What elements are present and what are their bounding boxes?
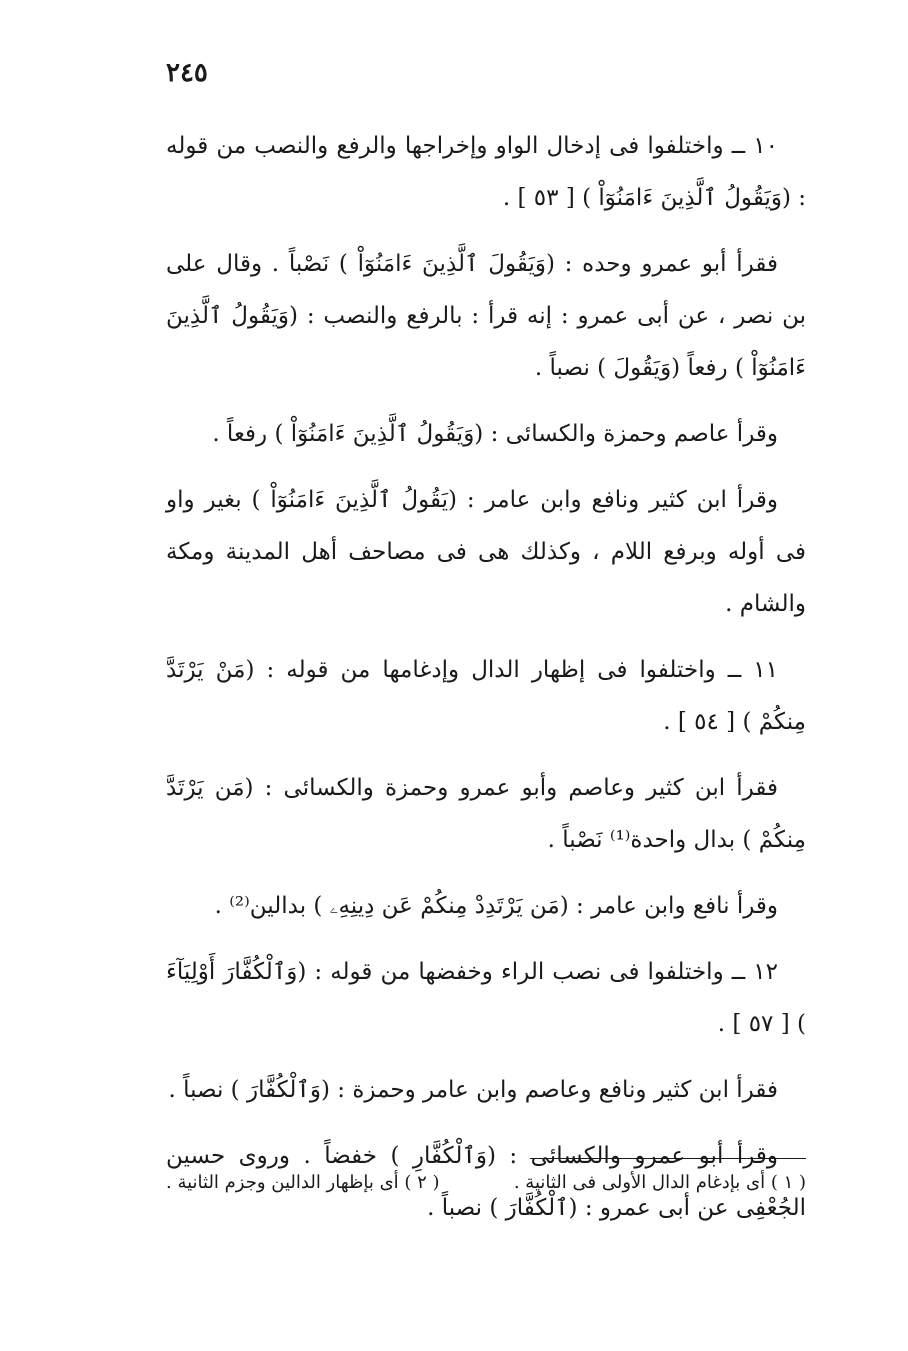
paragraph: وقرأ نافع وابن عامر : (مَن يَرْتَدِدْ مِنكُمْ عَن دِينِهِۦ ) بدالين⁽²⁾ . [214, 893, 778, 919]
page-number: ٢٤٥ [166, 58, 208, 88]
footnote-2: ( ٢ ) أى بإظهار الدالين وجزم الثانية . [166, 1172, 440, 1193]
paragraph: فقرأ أبو عمرو وحده : (وَيَقُولَ ٱلَّذِينَ ءَامَنُوٓاْ ) نَصْباً . وقال على بن نصر ، عن أبى عمرو : إنه قرأ : بالرفع والنصب : (وَيَقُولُ ٱلَّذِينَ ءَامَنُوٓاْ ) رفعاً (وَيَقُولَ ) نصباً . [166, 251, 806, 381]
footnote-1: ( ١ ) أى بإدغام الدال الأولى فى الثانية . [513, 1172, 806, 1193]
paragraph: ١٢ ــ واختلفوا فى نصب الراء وخفضها من قوله : (وَٱلْكُفَّارَ أَوْلِيَآءَ ) [ ٥٧ ] . [166, 959, 806, 1037]
paragraph: وقرأ ابن كثير ونافع وابن عامر : (يَقُولُ ٱلَّذِينَ ءَامَنُوٓاْ ) بغير واو فى أوله وبرفع اللام ، وكذلك هى فى مصاحف أهل المدينة ومكة والشام . [166, 487, 806, 617]
paragraph: ١٠ ــ واختلفوا فى إدخال الواو وإخراجها والرفع والنصب من قوله : (وَيَقُولُ ٱلَّذِينَ ءَامَنُوٓاْ ) [ ٥٣ ] . [166, 133, 806, 211]
paragraph: وقرأ عاصم وحمزة والكسائى : (وَيَقُولُ ٱلَّذِينَ ءَامَنُوٓاْ ) رفعاً . [212, 421, 778, 447]
paragraph: ١١ ــ واختلفوا فى إظهار الدال وإدغامها من قوله : (مَنْ يَرْتَدَّ مِنكُمْ ) [ ٥٤ ] . [166, 657, 806, 735]
paragraph: فقرأ ابن كثير ونافع وعاصم وابن عامر وحمزة : (وَٱلْكُفَّارَ ) نصباً . [168, 1077, 778, 1103]
footnote-divider [530, 1158, 806, 1159]
main-text [166, 120, 806, 1248]
paragraph: وقرأ أبو عمرو والكسائى : (وَٱلْكُفَّارِ ) خفضاً . وروى حسين الجُعْفِى عن أبى عمرو : (ٱلْكُفَّارَ ) نصباً . [166, 1143, 806, 1221]
paragraph: فقرأ ابن كثير وعاصم وأبو عمرو وحمزة والكسائى : (مَن يَرْتَدَّ مِنكُمْ ) بدال واحدة⁽¹⁾ نَصْباً . [166, 775, 806, 853]
footnotes [166, 1168, 806, 1198]
